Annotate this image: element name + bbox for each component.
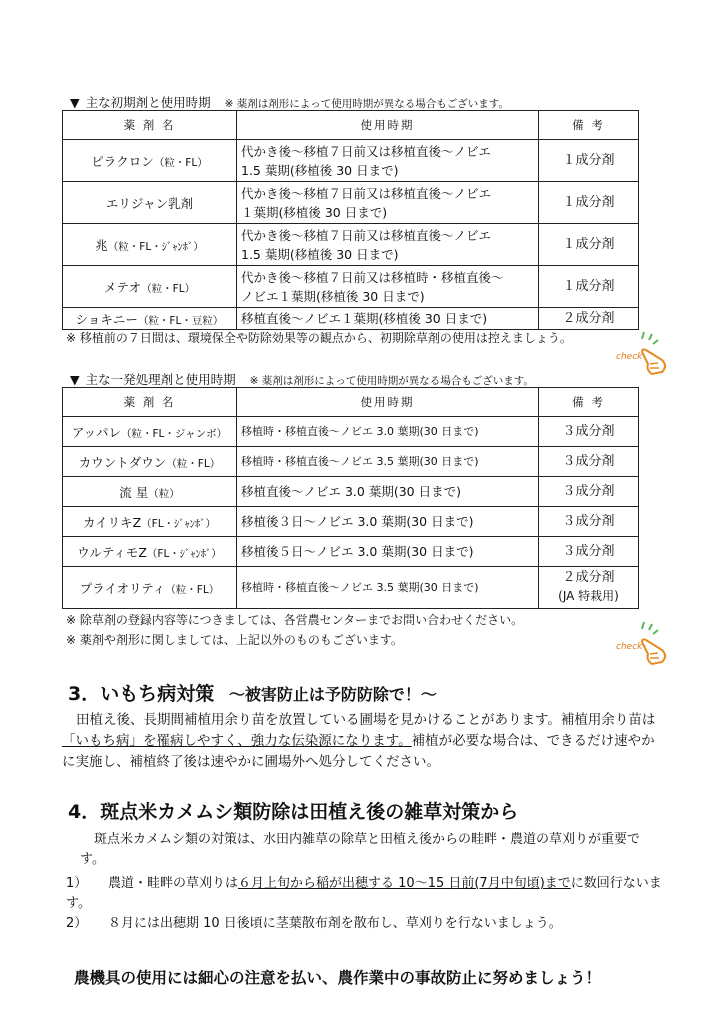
- section2-footnote-2: ※ 薬剤や剤形に関しましては、上記以外のものもございます。: [66, 633, 403, 647]
- table-row: [63, 224, 639, 266]
- herbicide-name: メテオ（粒・FL）: [63, 266, 237, 308]
- table-row: [63, 140, 639, 182]
- section1-footnote: ※ 移植前の７日間は、環境保全や防除効果等の観点から、初期除草剤の使用は控えましょう。: [66, 331, 572, 345]
- table-row: [63, 266, 639, 308]
- herbicide-timing: 移植時・移植直後～ノビエ 3.5 葉期(30 日まで): [237, 447, 539, 477]
- herbicide-remark: １成分剤: [539, 140, 639, 182]
- table-row: [63, 182, 639, 224]
- section4-item-1: 1） 農道・畦畔の草刈りは６月上旬から稲が出穂する 10～15 日前(7月中旬頃)までに数回行ないます。: [66, 876, 662, 911]
- triangle-marker-icon: ▼: [70, 372, 80, 387]
- closing-message: 農機具の使用には細心の注意を払い、農作業中の事故防止に努めましょう！: [74, 969, 602, 987]
- herbicide-remark: ３成分剤: [539, 477, 639, 507]
- herbicide-name: ピラクロン（粒・FL）: [63, 140, 237, 182]
- herbicide-name: アッパレ（粒・FL・ジャンボ）: [63, 417, 237, 447]
- section3-subtitle: ～被害防止は予防防除で！～: [228, 685, 437, 704]
- table-row: [63, 567, 639, 609]
- header-name: 薬 剤 名: [63, 111, 237, 140]
- section1-heading: [70, 93, 509, 111]
- herbicide-remark: １成分剤: [539, 182, 639, 224]
- initial-herbicide-table: [62, 110, 639, 330]
- check-label: check: [616, 642, 643, 652]
- header-timing: 使用時期: [237, 111, 539, 140]
- section4-intro: 斑点米カメムシ類の対策は、水田内雑草の除草と田植え後からの畦畔・農道の草刈りが重要です。: [80, 832, 641, 867]
- table-row: [63, 507, 639, 537]
- check-hand-icon: [616, 330, 670, 376]
- oneshot-herbicide-table: [62, 387, 639, 609]
- herbicide-remark: ３成分剤: [539, 447, 639, 477]
- section3-heading: [68, 679, 437, 706]
- section2-note: ※ 薬剤は剤形によって使用時期が異なる場合もございます。: [249, 375, 534, 387]
- herbicide-name: エリジャン乳剤: [63, 182, 237, 224]
- herbicide-timing: 代かき後～移植７日前又は移植直後～ノビエ １葉期(移植後 30 日まで): [237, 182, 539, 224]
- herbicide-timing: 移植直後～ノビエ１葉期(移植後 30 日まで): [237, 308, 539, 330]
- section2-heading: [70, 370, 534, 388]
- header-remark: 備 考: [539, 388, 639, 417]
- table-row: [63, 477, 639, 507]
- section4-heading: 4．斑点米カメムシ類防除は田植え後の雑草対策から: [68, 801, 519, 823]
- herbicide-name: 流 星（粒）: [63, 477, 237, 507]
- section2-title: 主な一発処理剤と使用時期: [85, 372, 236, 387]
- herbicide-remark: ２成分剤 (JA 特栽用): [539, 567, 639, 609]
- table-header-row: [63, 388, 639, 417]
- herbicide-remark: ３成分剤: [539, 537, 639, 567]
- herbicide-timing: 移植後３日～ノビエ 3.0 葉期(30 日まで): [237, 507, 539, 537]
- herbicide-remark: ３成分剤: [539, 417, 639, 447]
- herbicide-remark: ３成分剤: [539, 507, 639, 537]
- table-header-row: [63, 111, 639, 140]
- herbicide-remark: １成分剤: [539, 266, 639, 308]
- table-row: [63, 308, 639, 330]
- section1-title: 主な初期剤と使用時期: [85, 95, 211, 110]
- table-row: [63, 537, 639, 567]
- table-row: [63, 417, 639, 447]
- herbicide-timing: 移植時・移植直後～ノビエ 3.0 葉期(30 日まで): [237, 417, 539, 447]
- header-remark: 備 考: [539, 111, 639, 140]
- herbicide-timing: 移植時・移植直後～ノビエ 3.5 葉期(30 日まで): [237, 567, 539, 609]
- triangle-marker-icon: ▼: [70, 95, 80, 110]
- table-row: [63, 447, 639, 477]
- herbicide-timing: 移植直後～ノビエ 3.0 葉期(30 日まで): [237, 477, 539, 507]
- section1-note: ※ 薬剤は剤形によって使用時期が異なる場合もございます。: [224, 98, 509, 110]
- herbicide-name: ショキニー（粒・FL・豆粒）: [63, 308, 237, 330]
- herbicide-name: カウントダウン（粒・FL）: [63, 447, 237, 477]
- herbicide-remark: ２成分剤: [539, 308, 639, 330]
- section2-footnote-1: ※ 除草剤の登録内容等につきましては、各営農センターまでお問い合わせください。: [66, 613, 524, 627]
- section4-item-2: 2） ８月には出穂期 10 日後頃に茎葉散布剤を散布し、草刈りを行ないましょう。: [66, 916, 562, 931]
- check-label: check: [616, 352, 643, 362]
- header-timing: 使用時期: [237, 388, 539, 417]
- herbicide-timing: 代かき後～移植７日前又は移植直後～ノビエ 1.5 葉期(移植後 30 日まで): [237, 140, 539, 182]
- section3-paragraph: 田植え後、長期間補植用余り苗を放置している圃場を見かけることがあります。補植用余り苗は「いもち病」を罹病しやすく、強力な伝染源になります。補植が必要な場合は、できるだけ速やかに実施し、補植終了後は速やかに圃場外へ処分してください。: [62, 712, 656, 770]
- section3-title: 3．いもち病対策: [68, 683, 215, 705]
- herbicide-timing: 代かき後～移植７日前又は移植時・移植直後～ ノビエ１葉期(移植後 30 日まで): [237, 266, 539, 308]
- header-name: 薬 剤 名: [63, 388, 237, 417]
- herbicide-remark: １成分剤: [539, 224, 639, 266]
- herbicide-name: カイリキZ（FL・ｼﾞｬﾝﾎﾞ）: [63, 507, 237, 537]
- pointing-hand-icon: [616, 330, 670, 376]
- herbicide-name: プライオリティ（粒・FL）: [63, 567, 237, 609]
- herbicide-name: 兆（粒・FL・ｼﾞｬﾝﾎﾞ）: [63, 224, 237, 266]
- pointing-hand-icon: [616, 620, 670, 666]
- herbicide-timing: 代かき後～移植７日前又は移植直後～ノビエ 1.5 葉期(移植後 30 日まで): [237, 224, 539, 266]
- check-hand-icon: [616, 620, 670, 666]
- herbicide-name: ウルティモZ（FL・ｼﾞｬﾝﾎﾞ）: [63, 537, 237, 567]
- herbicide-timing: 移植後５日～ノビエ 3.0 葉期(30 日まで): [237, 537, 539, 567]
